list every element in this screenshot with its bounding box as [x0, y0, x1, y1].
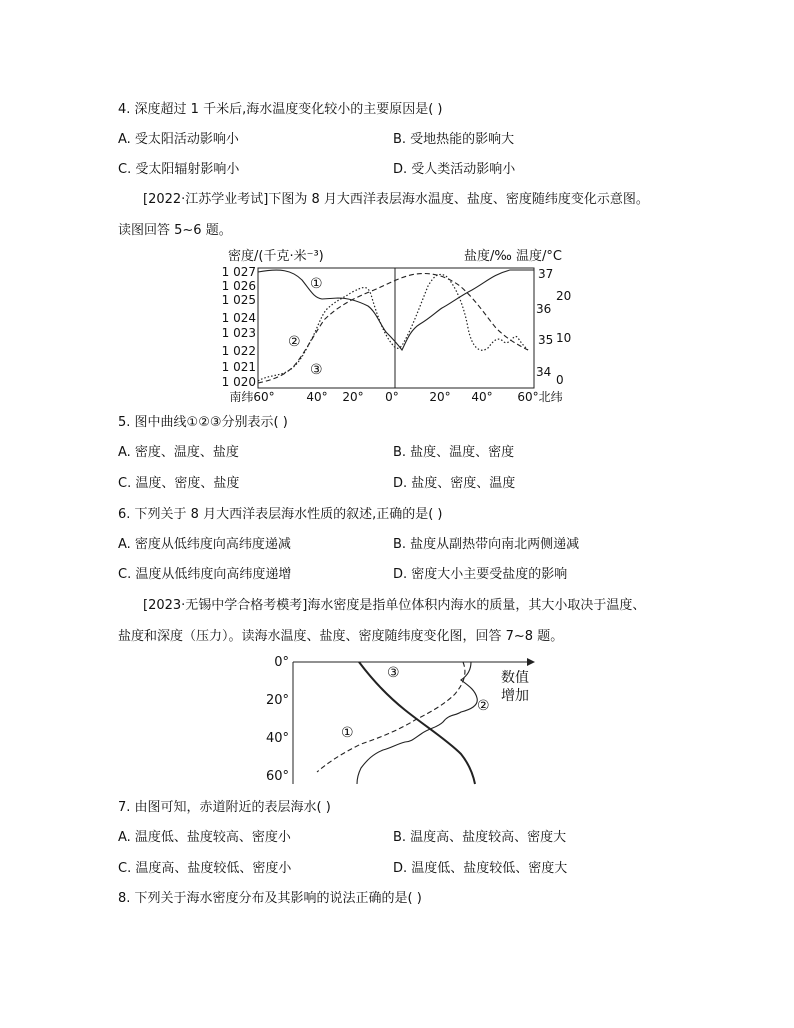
q8-stem: 8. 下列关于海水密度分布及其影响的说法正确的是( ) [118, 891, 422, 906]
chart2-label-3: ③ [387, 665, 400, 681]
x-tick: 40° [471, 390, 493, 404]
q5-option-d: D. 盐度、密度、温度 [393, 476, 516, 491]
q5-option-a: A. 密度、温度、盐度 [118, 445, 239, 460]
x-tick: 0° [385, 390, 399, 404]
chart1-label-3: ③ [310, 362, 323, 378]
q7-option-d: D. 温度低、盐度较低、密度大 [393, 861, 568, 876]
left-tick: 1 024 [221, 311, 256, 325]
q4-option-c: C. 受太阳辐射影响小 [118, 162, 240, 177]
chart1-label-2: ② [288, 334, 301, 350]
q5-option-b: B. 盐度、温度、密度 [393, 445, 515, 460]
chart1-curve-3 [258, 274, 528, 381]
q6-option-b: B. 盐度从副热带向南北两侧递减 [393, 537, 580, 552]
q6-stem: 6. 下列关于 8 月大西洋表层海水性质的叙述,正确的是( ) [118, 507, 443, 522]
salinity-tick: 36 [536, 302, 552, 316]
left-tick: 1 022 [221, 344, 256, 358]
chart2-y-ticks [266, 655, 289, 784]
q7-option-a: A. 温度低、盐度较高、密度小 [118, 830, 291, 845]
y-tick: 40° [265, 731, 289, 746]
q7-stem: 7. 由图可知，赤道附近的表层海水( ) [118, 800, 331, 815]
chart1-temp-ticks [556, 289, 571, 387]
q4-option-d: D. 受人类活动影响小 [393, 162, 516, 177]
intro1-line1: [2022·江苏学业考试]下图为 8 月大西洋表层海水温度、盐度、密度随纬度变化示意图。 [143, 192, 649, 207]
salinity-tick: 34 [536, 365, 552, 379]
chart-latitude-properties [210, 246, 590, 406]
chart1-plot-frame [258, 268, 534, 388]
q6-option-a: A. 密度从低纬度向高纬度递减 [118, 537, 291, 552]
chart2-arrow-icon [527, 658, 535, 666]
temp-tick: 20 [556, 289, 572, 303]
chart2-label-2: ② [477, 698, 490, 714]
y-tick: 20° [265, 693, 289, 708]
left-tick: 1 026 [221, 279, 256, 293]
salinity-tick: 35 [538, 333, 554, 347]
left-tick: 1 023 [221, 326, 256, 340]
left-tick: 1 020 [221, 375, 256, 389]
chart1-salinity-ticks [536, 267, 553, 379]
q7-option-c: C. 温度高、盐度较低、密度小 [118, 861, 292, 876]
chart2-label-1: ① [341, 725, 354, 741]
chart1-right-axis-title: 盐度/‰ 温度/°C [464, 249, 562, 264]
chart2-axis-label-top: 数值 [501, 670, 529, 686]
chart2-curve-3 [359, 662, 475, 784]
chart2-axis-label-bottom: 增加 [501, 688, 529, 704]
salinity-tick: 37 [538, 267, 554, 281]
q6-option-c: C. 温度从低纬度向高纬度递增 [118, 567, 292, 582]
q5-stem: 5. 图中曲线①②③分别表示( ) [118, 415, 288, 430]
left-tick: 1 021 [221, 360, 256, 374]
q4-stem: 4. 深度超过 1 千米后,海水温度变化较小的主要原因是( ) [118, 102, 443, 117]
x-tick: 60°北纬 [517, 390, 563, 404]
chart1-curve-2 [258, 274, 528, 384]
y-tick: 0° [274, 655, 289, 670]
q6-option-d: D. 密度大小主要受盐度的影响 [393, 567, 568, 582]
x-tick: 南纬60° [229, 390, 275, 404]
intro2-line1: [2023·无锡中学合格考模考]海水密度是指单位体积内海水的质量，其大小取决于温度、 [143, 598, 646, 613]
chart1-left-axis-title: 密度/(千克·米⁻³) [228, 249, 324, 264]
q4-option-a: A. 受太阳活动影响小 [118, 132, 239, 147]
left-tick: 1 025 [221, 293, 256, 307]
temp-tick: 0 [556, 373, 564, 387]
chart-latitude-depth [255, 650, 555, 788]
q7-option-b: B. 温度高、盐度较高、密度大 [393, 830, 567, 845]
y-tick: 60° [265, 769, 289, 784]
q4-option-b: B. 受地热能的影响大 [393, 132, 515, 147]
x-tick: 40° [306, 390, 328, 404]
q5-option-c: C. 温度、密度、盐度 [118, 476, 240, 491]
chart1-left-ticks [222, 265, 256, 389]
temp-tick: 10 [556, 331, 572, 345]
intro2-line2: 盐度和深度（压力）。读海水温度、盐度、密度随纬度变化图，回答 7~8 题。 [118, 629, 564, 644]
x-tick: 20° [429, 390, 451, 404]
x-tick: 20° [342, 390, 364, 404]
left-tick: 1 027 [221, 265, 256, 279]
intro1-line2: 读图回答 5~6 题。 [118, 223, 232, 238]
chart1-x-ticks [229, 389, 562, 404]
chart1-label-1: ① [310, 276, 323, 292]
